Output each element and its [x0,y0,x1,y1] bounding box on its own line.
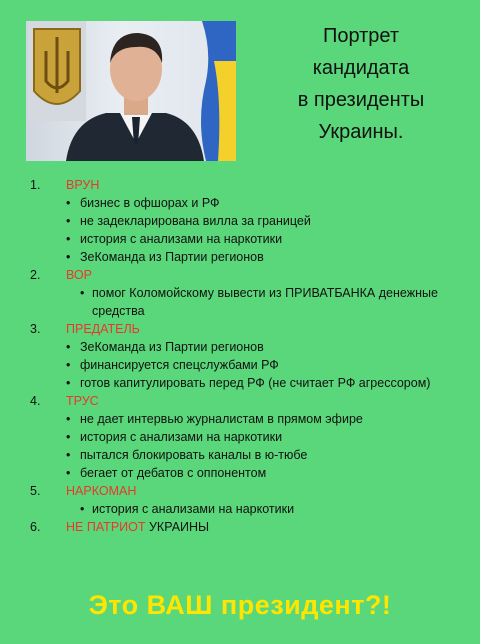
item-number: 6. [30,520,41,534]
item-heading: ПРЕДАТЕЛЬ [66,322,140,336]
bullet-item: • не задекларирована вилла за границей [66,214,311,228]
bullet-item: • помог Коломойскому вывести из ПРИВАТБАНКА денежные средства [80,286,438,318]
list-item [30,320,470,338]
bullet-item: • финансируется спецслужбами РФ [66,358,279,372]
ukraine-flag-icon [201,21,236,161]
item-heading: ВРУН [66,178,100,192]
item-heading: ВОР [66,268,92,282]
title-line: Украины. [318,121,404,143]
bullet-item: • ЗеКоманда из Партии регионов [66,340,264,354]
candidate-portrait [26,21,236,161]
item-number: 1. [30,178,41,192]
bullet-item: • не дает интервью журналистам в прямом эфире [66,412,363,426]
list-item [30,392,470,410]
bullet-item: • бизнес в офшорах и РФ [66,196,220,210]
person-figure [66,33,204,161]
item-number: 2. [30,268,41,282]
item-heading: НЕ ПАТРИОТ УКРАИНЫ [66,520,210,534]
item-number: 4. [30,394,41,408]
list-item [30,482,470,500]
item-heading: ТРУС [66,394,99,408]
item-number: 5. [30,484,41,498]
item-number: 3. [30,322,41,336]
bullet-item: • пытался блокировать каналы в ю-тюбе [66,448,308,462]
bullet-item: • история с анализами на наркотики [66,232,283,246]
title-line: в президенты [297,89,425,111]
title-line: Портрет [322,25,400,47]
list-item [30,176,470,194]
item-heading: НАРКОМАН [66,484,137,498]
accusation-list [30,176,470,536]
bullet-item: • ЗеКоманда из Партии регионов [66,250,264,264]
bullet-item: • бегает от дебатов с оппонентом [66,466,267,480]
bullet-item: • готов капитулировать перед РФ (не считает РФ агрессором) [66,376,431,390]
list-item [30,518,470,536]
title-line: кандидата [312,57,410,79]
page-title [276,20,446,148]
bullet-item: • история с анализами на наркотики [80,502,295,516]
bullet-item: • история с анализами на наркотики [66,430,283,444]
coat-of-arms-icon [28,21,86,121]
footer-slogan: Это ВАШ президент?! [88,590,392,620]
list-item [30,266,470,284]
